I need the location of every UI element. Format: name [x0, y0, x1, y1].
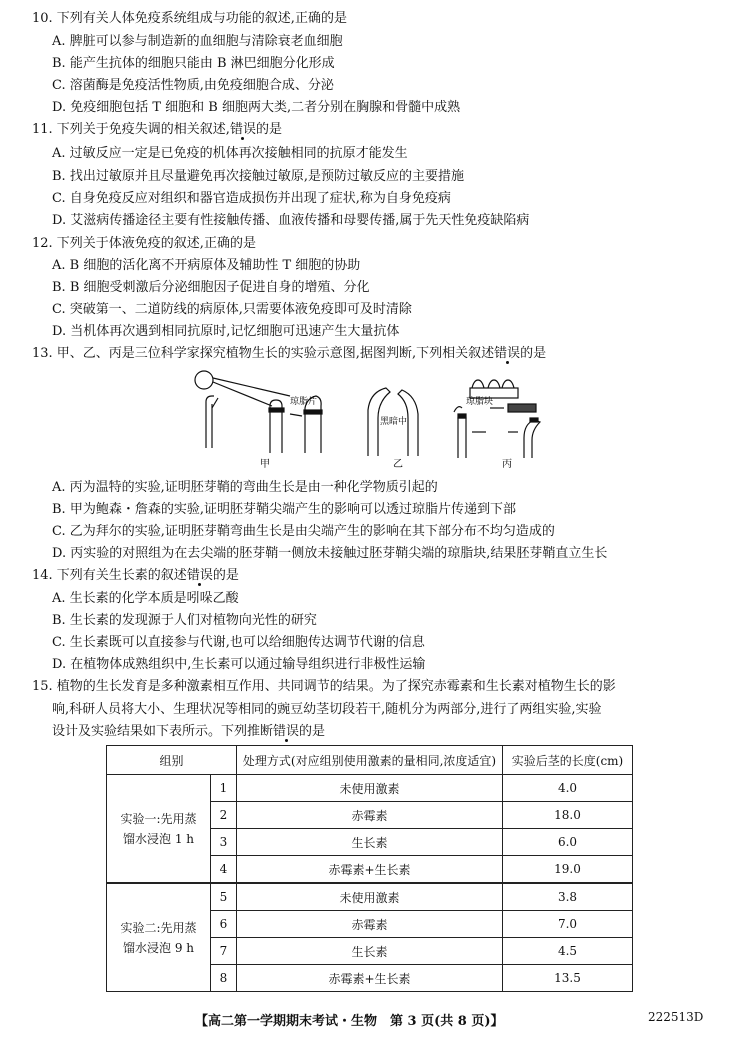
experiment-diagram — [190, 368, 550, 470]
header-treatment: 处理方式(对应组别使用激素的量相同,浓度适宜) — [237, 746, 503, 775]
row-number: 8 — [211, 965, 237, 992]
group-name-2: 实验二:先用蒸 馏水浸泡 9 h — [107, 883, 211, 992]
emphasis-dots: 错误 — [273, 724, 300, 739]
question-13-option-c: C. 乙为拜尔的实验,证明胚芽鞘弯曲生长是由尖端产生的影响在其下部分布不均匀造成的 — [52, 524, 555, 539]
group-name-1: 实验一:先用蒸 馏水浸泡 1 h — [107, 775, 211, 884]
row-treatment: 未使用激素 — [237, 775, 503, 802]
question-11-option-c: C. 自身免疫反应对组织和器官造成损伤并出现了症状,称为自身免疫病 — [52, 191, 451, 206]
question-14-option-c: C. 生长素既可以直接参与代谢,也可以给细胞传达调节代谢的信息 — [52, 635, 425, 650]
question-10-option-b: B. 能产生抗体的细胞只能由 B 淋巴细胞分化形成 — [52, 56, 335, 71]
table-row — [107, 883, 633, 911]
header-group: 组别 — [107, 746, 237, 775]
experiment-figure — [190, 368, 550, 470]
row-length: 18.0 — [503, 802, 633, 829]
question-15-line-1: 15. 植物的生长发育是多种激素相互作用、共同调节的结果。为了探究赤霉素和生长素对植物生长的影 — [32, 679, 616, 694]
row-treatment: 赤霉素 — [237, 911, 503, 938]
question-12-option-c: C. 突破第一、二道防线的病原体,只需要体液免疫即可及时清除 — [52, 302, 412, 317]
question-13-option-a: A. 丙为温特的实验,证明胚芽鞘的弯曲生长是由一种化学物质引起的 — [52, 480, 438, 495]
figure-label-agar-block: 琼脂块 — [466, 397, 494, 407]
row-treatment: 赤霉素+生长素 — [237, 856, 503, 884]
row-treatment: 生长素 — [237, 938, 503, 965]
emphasis-dots: 错误 — [229, 122, 256, 137]
row-length: 13.5 — [503, 965, 633, 992]
row-number: 6 — [211, 911, 237, 938]
question-11-option-a: A. 过敏反应一定是已免疫的机体再次接触相同的抗原才能发生 — [52, 146, 408, 161]
question-10-option-c: C. 溶菌酶是免疫活性物质,由免疫细胞合成、分泌 — [52, 78, 334, 93]
row-treatment: 赤霉素+生长素 — [237, 965, 503, 992]
question-14-option-b: B. 生长素的发现源于人们对植物向光性的研究 — [52, 613, 317, 628]
row-number: 1 — [211, 775, 237, 802]
question-14-option-d: D. 在植物体成熟组织中,生长素可以通过输导组织进行非极性运输 — [52, 657, 426, 672]
table-row — [107, 775, 633, 802]
row-number: 5 — [211, 883, 237, 911]
question-15-line-3: 设计及实验结果如下表所示。下列推断错误的是 — [52, 724, 326, 739]
question-12-option-a: A. B 细胞的活化离不开病原体及辅助性 T 细胞的协助 — [52, 258, 361, 273]
question-14-option-a: A. 生长素的化学本质是吲哚乙酸 — [52, 591, 239, 606]
question-14-stem: 14. 下列有关生长素的叙述错误的是 — [32, 568, 239, 583]
row-length: 19.0 — [503, 856, 633, 884]
question-12-option-b: B. B 细胞受刺激后分泌细胞因子促进自身的增殖、分化 — [52, 280, 370, 295]
figure-label-agar-sheet: 琼脂片 — [290, 397, 318, 407]
question-11-option-b: B. 找出过敏原并且尽量避免再次接触过敏原,是预防过敏反应的主要措施 — [52, 169, 464, 184]
row-treatment: 赤霉素 — [237, 802, 503, 829]
row-length: 4.5 — [503, 938, 633, 965]
question-11-stem: 11. 下列关于免疫失调的相关叙述,错误的是 — [32, 122, 282, 137]
figure-caption-bing: 丙 — [502, 459, 512, 470]
row-treatment: 生长素 — [237, 829, 503, 856]
agar-sheet-icon — [269, 408, 284, 412]
question-13-option-b: B. 甲为鲍森・詹森的实验,证明胚芽鞘尖端产生的影响可以透过琼脂片传递到下部 — [52, 502, 516, 517]
row-treatment: 未使用激素 — [237, 883, 503, 911]
question-10-option-d: D. 免疫细胞包括 T 细胞和 B 细胞两大类,二者分别在胸腺和骨髓中成熟 — [52, 100, 461, 115]
question-10-stem: 10. 下列有关人体免疫系统组成与功能的叙述,正确的是 — [32, 11, 347, 26]
row-length: 6.0 — [503, 829, 633, 856]
page-footer: 【高二第一学期期末考试・生物 第 3 页(共 8 页)】 — [195, 1014, 504, 1029]
emphasis-dots: 错误 — [186, 568, 213, 583]
header-length: 实验后茎的长度(cm) — [503, 746, 633, 775]
question-13-option-d: D. 丙实验的对照组为在去尖端的胚芽鞘一侧放未接触过胚芽鞘尖端的琼脂块,结果胚芽鞘直立生长 — [52, 546, 608, 561]
experiment-table — [106, 745, 633, 992]
row-length: 4.0 — [503, 775, 633, 802]
row-number: 7 — [211, 938, 237, 965]
question-13-stem: 13. 甲、乙、丙是三位科学家探究植物生长的实验示意图,据图判断,下列相关叙述错误的是 — [32, 346, 547, 361]
question-15-line-2: 响,科研人员将大小、生理状况等相同的豌豆幼茎切段若干,随机分为两部分,进行了两组实验,实验 — [52, 702, 602, 717]
question-10-option-a: A. 脾脏可以参与制造新的血细胞与清除衰老血细胞 — [52, 34, 343, 49]
row-length: 3.8 — [503, 883, 633, 911]
row-number: 4 — [211, 856, 237, 884]
question-12-stem: 12. 下列关于体液免疫的叙述,正确的是 — [32, 236, 256, 251]
emphasis-dots: 错误 — [494, 346, 521, 361]
figure-caption-jia: 甲 — [260, 459, 270, 470]
row-length: 7.0 — [503, 911, 633, 938]
row-number: 3 — [211, 829, 237, 856]
figure-caption-yi: 乙 — [393, 459, 403, 470]
row-number: 2 — [211, 802, 237, 829]
table-header-row — [107, 746, 633, 775]
figure-label-dark: 黑暗中 — [380, 417, 408, 427]
exam-code: 222513D — [648, 1010, 704, 1024]
light-source-icon — [195, 371, 213, 389]
question-12-option-d: D. 当机体再次遇到相同抗原时,记忆细胞可迅速产生大量抗体 — [52, 324, 400, 339]
question-11-option-d: D. 艾滋病传播途径主要有性接触传播、血液传播和母婴传播,属于先天性免疫缺陷病 — [52, 213, 530, 228]
